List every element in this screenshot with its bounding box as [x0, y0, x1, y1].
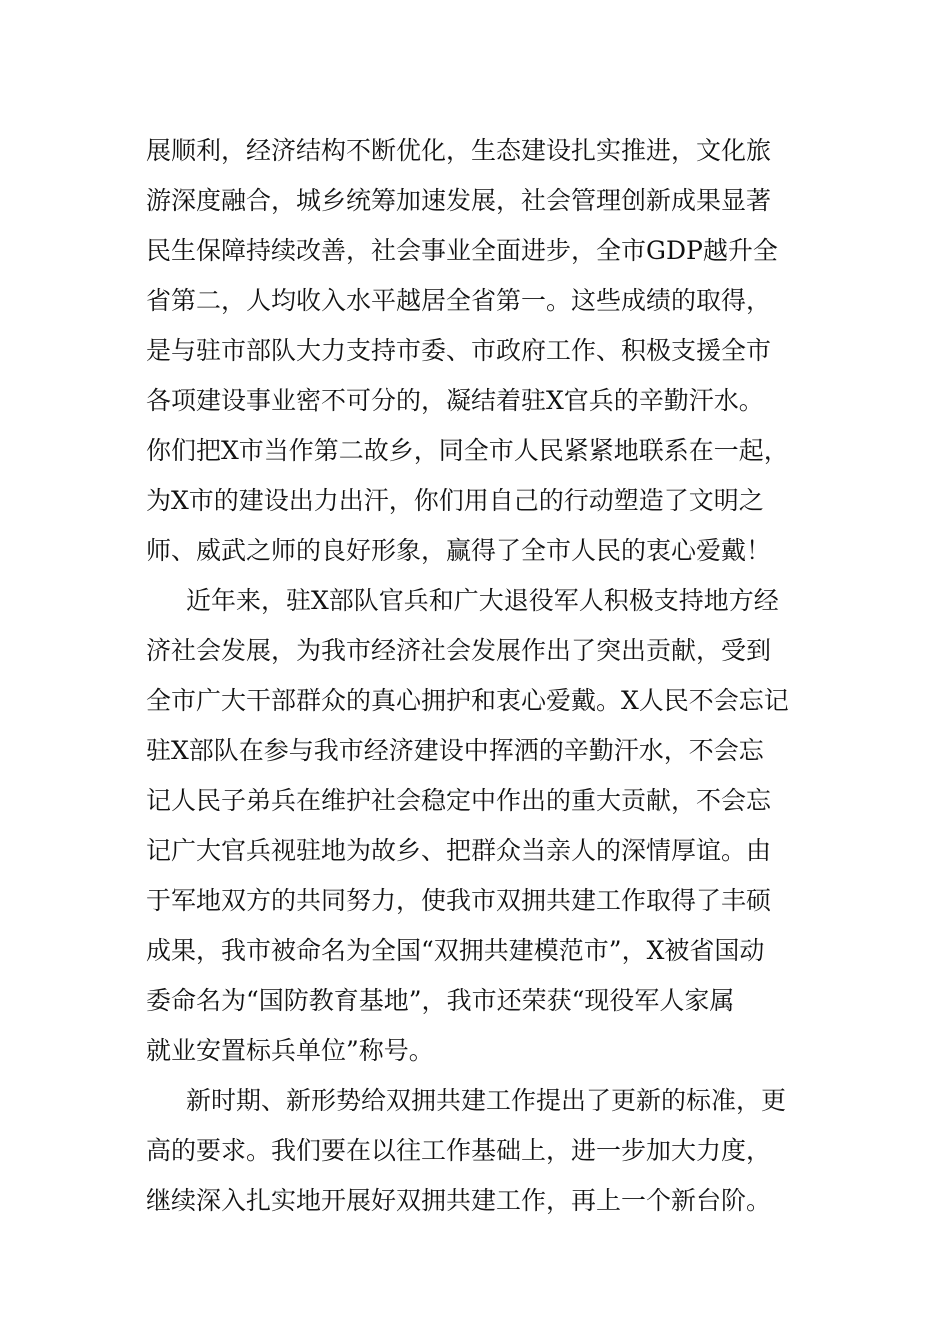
text-line: 省第二，人均收入水平越居全省第一。这些成绩的取得，	[146, 286, 772, 315]
text-line: 你们把X市当作第二故乡，同全市人民紧紧地联系在一起，	[146, 436, 789, 465]
paragraph-first-line: 新时期、新形势给双拥共建工作提出了更新的标准，更	[186, 1086, 787, 1115]
text-line: 是与驻市部队大力支持市委、市政府工作、积极支援全市	[146, 336, 772, 365]
text-line: 记广大官兵视驻地为故乡、把群众当亲人的深情厚谊。由	[146, 836, 772, 865]
text-line: 各项建设事业密不可分的，凝结着驻X官兵的辛勤汗水。	[146, 386, 764, 415]
text-line: 就业安置标兵单位”称号。	[146, 1036, 434, 1065]
text-line: 游深度融合，城乡统筹加速发展，社会管理创新成果显著	[146, 186, 772, 215]
text-line: 继续深入扎实地开展好双拥共建工作，再上一个新台阶。	[146, 1186, 772, 1215]
text-line: 民生保障持续改善，社会事业全面进步，全市GDP越升全	[146, 236, 778, 265]
text-line: 全市广大干部群众的真心拥护和衷心爱戴。X人民不会忘记	[146, 686, 789, 715]
text-line: 高的要求。我们要在以往工作基础上，进一步加大力度，	[146, 1136, 772, 1165]
text-line: 济社会发展，为我市经济社会发展作出了突出贡献，受到	[146, 636, 772, 665]
paragraph-first-line: 近年来，驻X部队官兵和广大退役军人积极支持地方经	[186, 586, 779, 615]
text-line: 驻X部队在参与我市经济建设中挥洒的辛勤汗水，不会忘	[146, 736, 764, 765]
text-line: 为X市的建设出力出汗，你们用自己的行动塑造了文明之	[146, 486, 764, 515]
text-line: 于军地双方的共同努力，使我市双拥共建工作取得了丰硕	[146, 886, 772, 915]
text-line: 成果，我市被命名为全国“双拥共建模范市”，X被省国动	[146, 936, 765, 965]
text-line: 委命名为“国防教育基地”，我市还荣获“现役军人家属	[146, 986, 735, 1015]
text-line: 记人民子弟兵在维护社会稳定中作出的重大贡献，不会忘	[146, 786, 772, 815]
text-line: 师、威武之师的良好形象，赢得了全市人民的衷心爱戴！	[146, 536, 772, 565]
text-line: 展顺利，经济结构不断优化，生态建设扎实推进，文化旅	[146, 136, 772, 165]
